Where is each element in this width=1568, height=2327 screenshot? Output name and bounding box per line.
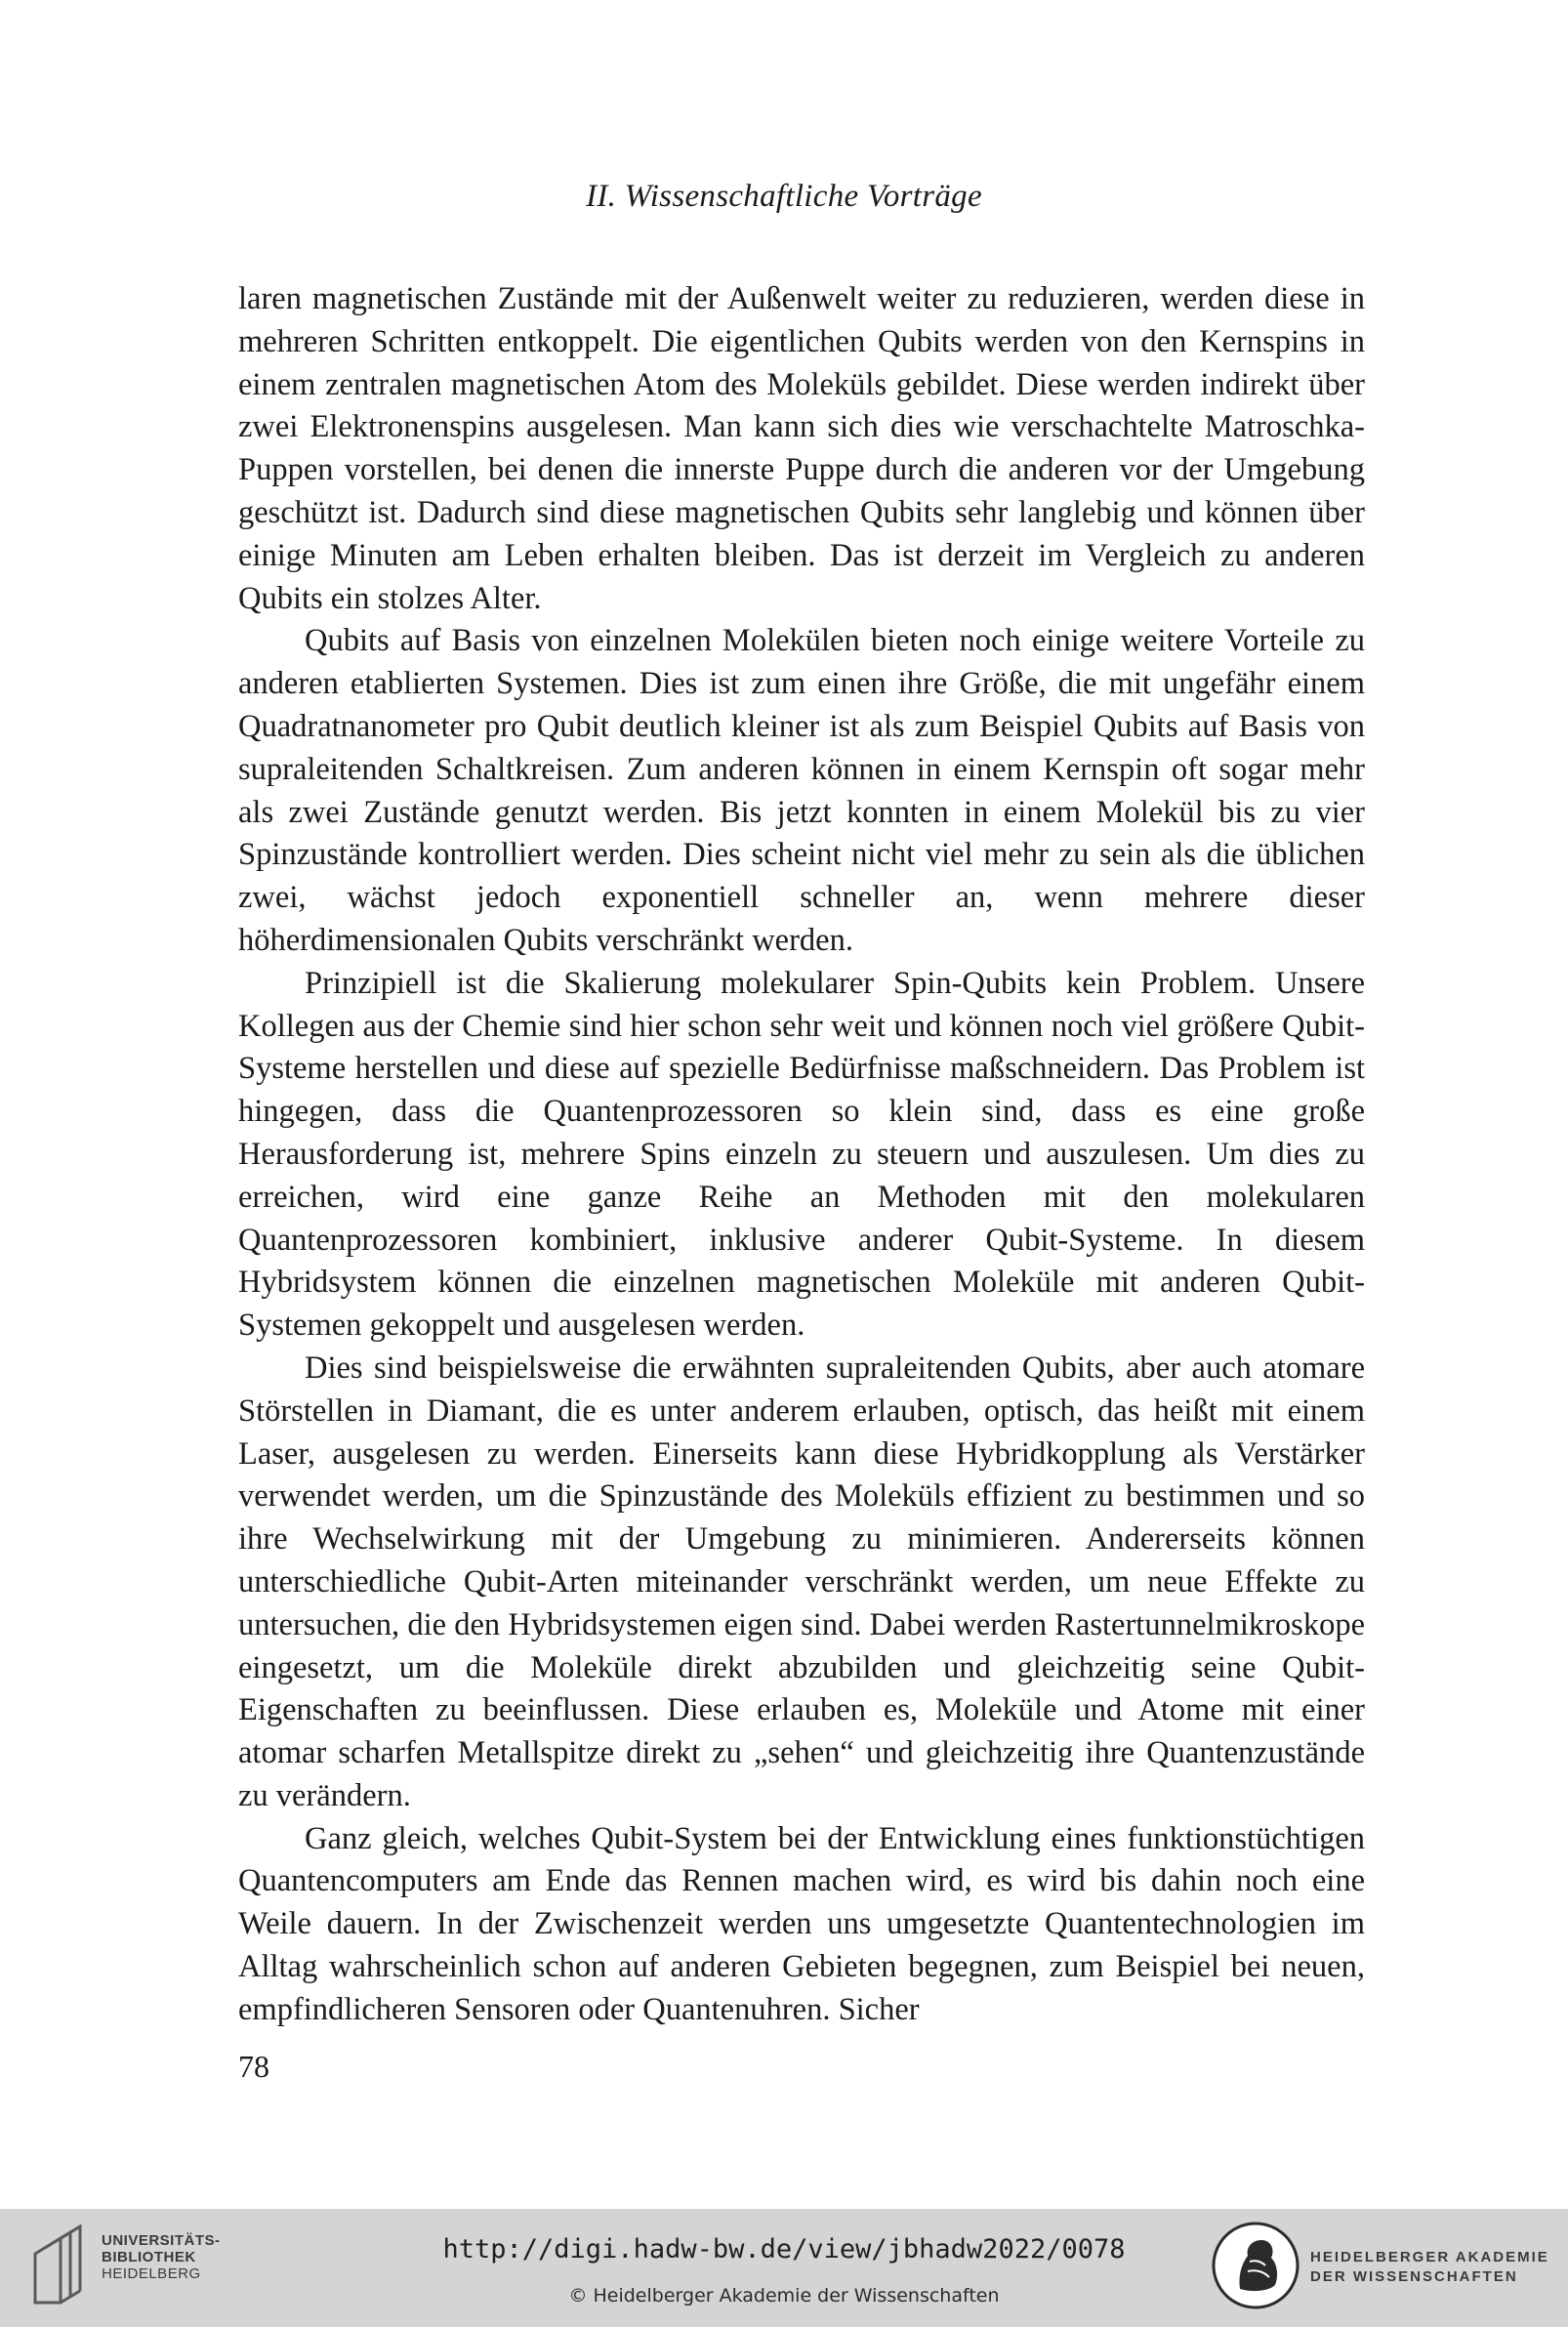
- ub-line-1: UNIVERSITÄTS-: [102, 2232, 221, 2249]
- footer-copyright: © Heidelberger Akademie der Wissenschaften: [568, 2285, 1000, 2306]
- academy-line-1: HEIDELBERGER AKADEMIE: [1310, 2249, 1549, 2265]
- academy-seal-icon: [1211, 2221, 1300, 2310]
- academy-label: [1310, 2248, 1549, 2287]
- paragraph-5: Ganz gleich, welches Qubit-System bei der Entwicklung eines funktionstüchtigen Quantencomputers am Ende das Rennen machen wird, es wird bis dahin noch eine Weile dauern. In der Zwischenzeit werden uns umgesetzte Quantentechnologien im Alltag wahrscheinlich schon auf anderen Gebieten begegnen, zum Beispiel bei neuen, empfindlicheren Sensoren oder Quantenuhren. Sicher: [238, 1820, 1365, 2027]
- body-text: [238, 278, 1365, 2032]
- paragraph-1: laren magnetischen Zustände mit der Außenwelt weiter zu reduzieren, werden diese in mehreren Schritten entkoppelt. Die eigentlichen Qubits werden von den Kernspins in einem zentralen magnetischen Atom des Moleküls gebildet. Diese werden indirekt über zwei Elektronenspins ausgelesen. Man kann sich dies wie verschachtelte Matroschka-Puppen vorstellen, bei denen die innerste Puppe durch die anderen vor der Umgebung geschützt ist. Dadurch sind diese magnetischen Qubits sehr langlebig und können über einige Minuten am Leben erhalten bleiben. Das ist derzeit im Vergleich zu anderen Qubits ein stolzes Alter.: [238, 281, 1365, 616]
- paragraph-3: Prinzipiell ist die Skalierung molekularer Spin-Qubits kein Problem. Unsere Kollegen aus der Chemie sind hier schon sehr weit und können noch viel größere Qubit-Systeme herstellen und diese auf spezielle Bedürfnisse maßschneidern. Das Problem ist hingegen, dass die Quantenprozessoren so klein sind, dass es eine große Herausforderung ist, mehrere Spins einzeln zu steuern und auszulesen. Um dies zu erreichen, wird eine ganze Reihe an Methoden mit den molekularen Quantenprozessoren kombiniert, inklusive anderer Qubit-Systeme. In diesem Hybridsystem können die einzelnen magnetischen Moleküle mit anderen Qubit-Systemen gekoppelt und ausgelesen werden.: [238, 965, 1365, 1344]
- footer-bar: [0, 2209, 1568, 2327]
- academy-line-2: DER WISSENSCHAFTEN: [1310, 2268, 1518, 2285]
- running-head: II. Wissenschaftliche Vorträge: [586, 179, 982, 214]
- page-number: 78: [238, 2049, 269, 2084]
- ub-line-3: HEIDELBERG: [102, 2265, 201, 2282]
- paragraph-2: Qubits auf Basis von einzelnen Molekülen bieten noch einige weitere Vorteile zu anderen etablierten Systemen. Dies ist zum einen ihre Größe, die mit ungefähr einem Quadratnanometer pro Qubit deutlich kleiner ist als zum Beispiel Qubits auf Basis von supraleitenden Schaltkreisen. Zum anderen können in einem Kernspin oft sogar mehr als zwei Zustände genutzt werden. Bis jetzt konnten in einem Molekül bis zu vier Spinzustände kontrolliert werden. Dies scheint nicht viel mehr zu sein als die üblichen zwei, wächst jedoch exponentiell schneller an, wenn mehrere dieser höherdimensionalen Qubits verschränkt werden.: [238, 623, 1365, 958]
- paragraph-4: Dies sind beispielsweise die erwähnten supraleitenden Qubits, aber auch atomare Störstellen in Diamant, die es unter anderem erlauben, optisch, das heißt mit einem Laser, ausgelesen zu werden. Einerseits kann diese Hybridkopplung als Verstärker verwendet werden, um die Spinzustände des Moleküls effizient zu bestimmen und so ihre Wechselwirkung mit der Umgebung zu minimieren. Andererseits können unterschiedliche Qubit-Arten miteinander verschränkt werden, um neue Effekte zu untersuchen, die den Hybridsystemen eigen sind. Dabei werden Rastertunnelmikroskope eingesetzt, um die Moleküle direkt abzubilden und gleichzeitig seine Qubit-Eigenschaften zu beeinflussen. Diese erlauben es, Moleküle und Atome mit einer atomar scharfen Metallspitze direkt zu „sehen“ und gleichzeitig ihre Quantenzustände zu verändern.: [238, 1350, 1365, 1813]
- footer-url-link[interactable]: http://digi.hadw-bw.de/view/jbhadw2022/0078: [442, 2234, 1126, 2265]
- ub-line-2: BIBLIOTHEK: [102, 2249, 196, 2265]
